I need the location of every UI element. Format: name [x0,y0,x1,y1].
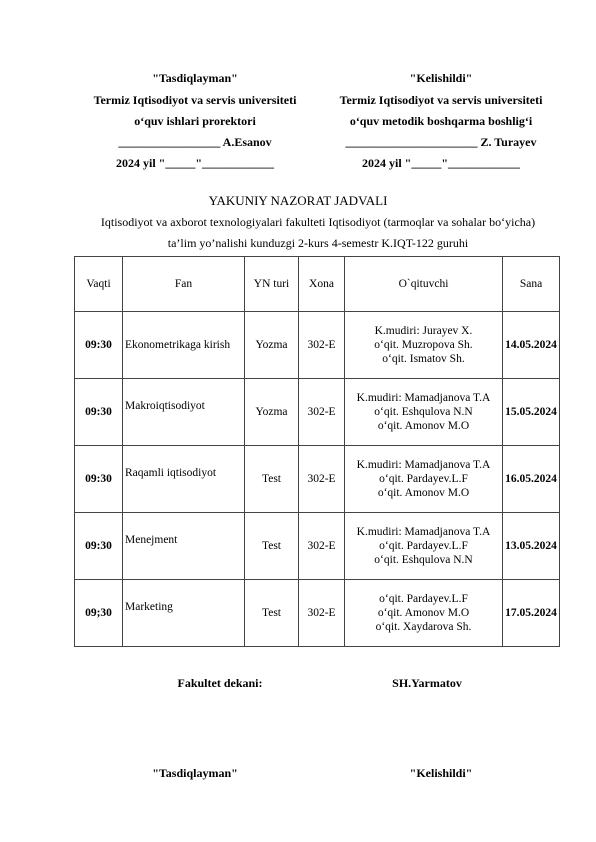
teacher-line: o‘qit. Pardayev.L.F [379,540,468,552]
row-teachers [345,513,503,580]
footer-approval-heading: "Tasdiqlayman" [152,766,238,780]
footer-agreement-heading: "Kelishildi" [409,766,473,780]
teacher-line: o‘qit. Pardayev.L.F [379,473,468,485]
teacher-line: o‘qit. Eshqulova N.N [374,406,473,418]
table-row [75,379,560,446]
row-room: 302-E [299,379,345,446]
table-row [75,446,560,513]
approval-right-heading: "Kelishildi" [409,71,473,85]
approval-left-heading: "Tasdiqlayman" [152,71,238,85]
row-date: 13.05.2024 [503,513,560,580]
teacher-line: o‘qit. Amonov M.O [377,607,470,619]
approval-right-date: 2024 yil "_____"____________ [362,156,520,170]
row-exam-type: Test [245,513,299,580]
row-room: 302-E [299,312,345,379]
table-header-row [75,257,560,312]
row-time: 09;30 [75,580,123,647]
approval-right-position: o‘quv metodik boshqarma boshlig‘i [349,114,533,128]
document-subtitle-group: ta’lim yo’nalishi kunduzgi 2-kurs 4-semestr K.IQT-122 guruhi [167,236,469,250]
row-teachers [345,580,503,647]
teacher-line: K.mudiri: Mamadjanova T.A [356,526,491,538]
approval-right-org: Termiz Iqtisodiyot va servis universiteti [339,93,543,107]
row-exam-type: Yozma [245,379,299,446]
row-time: 09:30 [75,312,123,379]
approval-left-signature: _________________ A.Esanov [118,135,272,149]
row-subject: Ekonometrikaga kirish [123,312,245,379]
row-time: 09:30 [75,379,123,446]
row-date: 16.05.2024 [503,446,560,513]
header-fan: Fan [123,257,245,312]
teacher-line: o‘qit. Ismatov Sh. [382,353,465,365]
row-subject: Menejment [123,513,245,580]
row-time: 09:30 [75,446,123,513]
approval-right-signature: ______________________ Z. Turayev [345,135,537,149]
row-teachers [345,379,503,446]
header-xona: Xona [299,257,345,312]
dean-name: SH.Yarmatov [392,676,462,690]
teacher-line: o‘qit. Amonov M.O [377,420,470,432]
row-subject: Makroiqtisodiyot [123,379,245,446]
row-room: 302-E [299,513,345,580]
header-sana: Sana [503,257,560,312]
schedule-table [74,256,560,647]
row-exam-type: Test [245,446,299,513]
header-vaqti: Vaqti [75,257,123,312]
row-teachers [345,312,503,379]
approval-left-org: Termiz Iqtisodiyot va servis universiteti [93,93,297,107]
table-row [75,312,560,379]
teacher-line: o‘qit. Xaydarova Sh. [375,621,472,633]
teacher-line: K.mudiri: Jurayev X. [374,325,473,337]
approval-left-position: o‘quv ishlari prorektori [134,114,256,128]
teacher-line: o‘qit. Eshqulova N.N [374,554,473,566]
row-time: 09:30 [75,513,123,580]
header-yn-turi: YN turi [245,257,299,312]
row-subject: Marketing [123,580,245,647]
table-row [75,513,560,580]
teacher-line: o‘qit. Amonov M.O [377,487,470,499]
row-room: 302-E [299,580,345,647]
row-subject: Raqamli iqtisodiyot [123,446,245,513]
teacher-line: o‘qit. Muzropova Sh. [374,339,473,351]
row-room: 302-E [299,446,345,513]
row-date: 17.05.2024 [503,580,560,647]
teacher-line: K.mudiri: Mamadjanova T.A [356,459,491,471]
teacher-line: K.mudiri: Mamadjanova T.A [356,392,491,404]
row-teachers [345,446,503,513]
row-exam-type: Yozma [245,312,299,379]
row-date: 14.05.2024 [503,312,560,379]
header-oqituvchi: O`qituvchi [345,257,503,312]
document-subtitle-faculty: Iqtisodiyot va axborot texnologiyalari fakulteti Iqtisodiyot (tarmoqlar va sohalar bo‘yicha) [100,215,536,229]
teacher-line: o‘qit. Pardayev.L.F [379,593,468,605]
approval-left-date: 2024 yil "_____"____________ [116,156,274,170]
row-date: 15.05.2024 [503,379,560,446]
table-row [75,580,560,647]
document-title: YAKUNIY NAZORAT JADVALI [208,193,388,208]
dean-label: Fakultet dekani: [177,676,263,690]
row-exam-type: Test [245,580,299,647]
